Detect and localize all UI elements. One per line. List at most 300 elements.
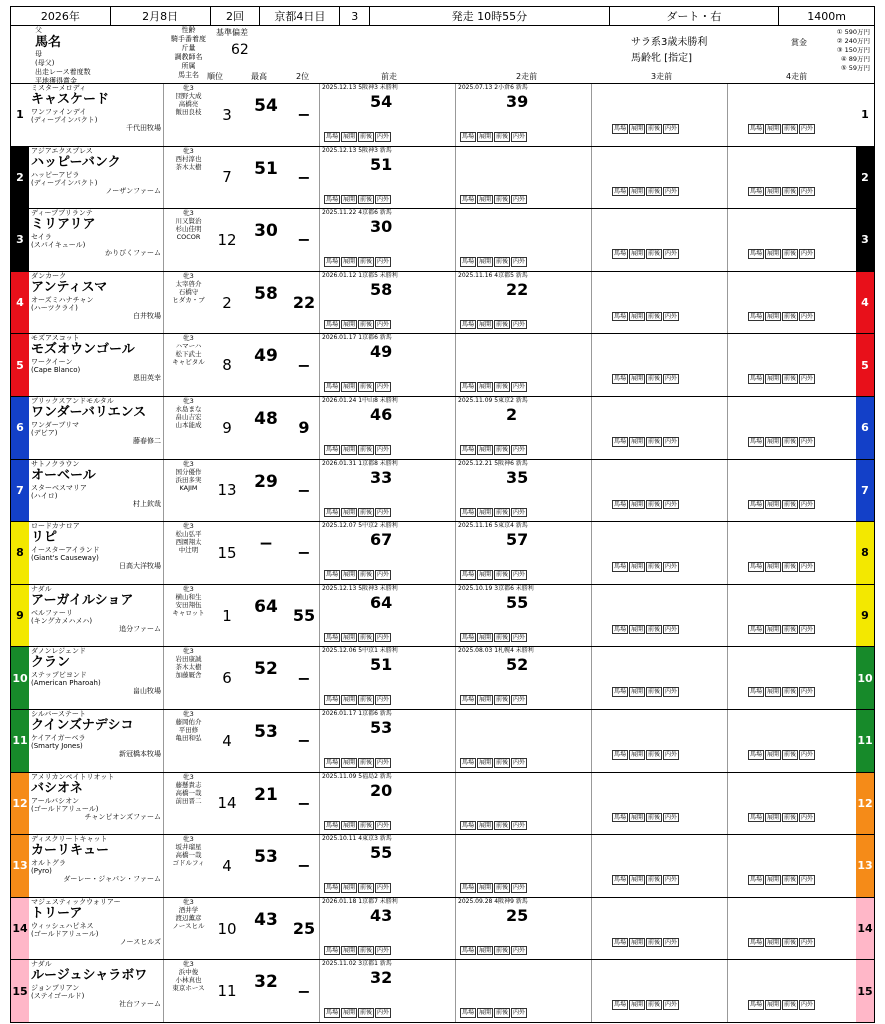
jockey-info xyxy=(163,773,213,835)
prev2-race[interactable] xyxy=(455,960,589,1022)
best-score xyxy=(243,710,289,772)
tag-label: 馬場 xyxy=(750,187,763,195)
jockey-info xyxy=(163,147,213,209)
prev2-race[interactable] xyxy=(455,835,589,897)
second-score: − xyxy=(297,793,311,813)
tag-label: 馬場 xyxy=(750,688,763,696)
prev-race[interactable] xyxy=(319,773,453,835)
horse-name[interactable]: ワンダーバリエンス xyxy=(31,404,147,420)
legend-dam: 母 xyxy=(35,50,42,58)
jockey-name[interactable]: 松山弘平 xyxy=(175,530,202,539)
tag-group xyxy=(460,195,527,205)
legend-jockey-name: 騎手番着度 xyxy=(171,35,206,43)
rank: 12 xyxy=(217,230,237,249)
prev-race[interactable] xyxy=(319,835,453,897)
prev4-race xyxy=(727,460,853,522)
best-score xyxy=(243,272,289,334)
horse-name[interactable]: モズオウンゴール xyxy=(31,342,135,358)
prev2-race-index: 25 xyxy=(506,905,529,925)
horse-number-right: 11 xyxy=(856,710,874,772)
tag-label: 前後 xyxy=(360,571,373,579)
owner-name: 山本能成 xyxy=(175,420,202,429)
prev-race-info: 2025.12.13 5阪神3 未勝利 xyxy=(322,584,398,592)
tag-label: 前後 xyxy=(360,946,373,954)
tag-label: 内外 xyxy=(513,821,526,829)
prev2-race-info: 2025.07.13 2小倉6 新馬 xyxy=(458,84,528,91)
owner-name: 東京ホース xyxy=(172,984,205,993)
tag-label: 前後 xyxy=(360,195,373,203)
prev-race[interactable] xyxy=(319,272,453,334)
tag-label: 馬場 xyxy=(462,696,475,704)
damsire: (キングカメハメハ) xyxy=(31,616,93,625)
tag-label: 馬場 xyxy=(462,195,475,203)
jockey-name[interactable]: 国分優作 xyxy=(175,467,202,476)
tag-label: 展開 xyxy=(631,438,644,446)
tag-label: 馬場 xyxy=(462,258,475,266)
tag-group xyxy=(324,257,391,267)
prev3-race xyxy=(591,710,725,772)
second-score: − xyxy=(297,355,311,375)
horse-name[interactable]: カーリキュー xyxy=(31,843,110,859)
tag-label: 馬場 xyxy=(614,876,627,884)
second-score: 22 xyxy=(292,293,316,313)
tag-label: 前後 xyxy=(496,759,509,767)
jockey-info xyxy=(163,835,213,897)
prev-race-info: 2026.01.17 1京都6 新馬 xyxy=(322,709,392,717)
horse-info xyxy=(31,585,161,647)
prev3-race xyxy=(591,334,725,396)
best-score xyxy=(243,898,289,960)
tag-label: 馬場 xyxy=(750,938,763,946)
horse-name[interactable]: バシオネ xyxy=(31,780,83,796)
dam: ジョンブリアン xyxy=(31,984,80,993)
tag-label: 馬場 xyxy=(326,133,339,141)
prev-race-index: 55 xyxy=(370,843,393,863)
jockey-name[interactable]: 太宰啓介 xyxy=(175,279,202,288)
prev2-race-info: 2025.11.09 5東京2 新馬 xyxy=(458,396,528,404)
tag-group xyxy=(612,750,679,760)
tag-label: 内外 xyxy=(665,563,678,571)
horse-row xyxy=(10,84,875,147)
jockey-name[interactable]: 川又賢治 xyxy=(175,217,202,226)
tag-label: 馬場 xyxy=(614,375,627,383)
tag-label: 前後 xyxy=(496,821,509,829)
jockey-name[interactable]: 岩田康誠 xyxy=(175,655,202,664)
tag-group xyxy=(612,249,679,259)
horse-number-right: 4 xyxy=(856,272,874,334)
tag-label: 前後 xyxy=(496,258,509,266)
tag-label: 馬場 xyxy=(750,125,763,133)
tag-label: 馬場 xyxy=(462,320,475,328)
sire: マジェスティックウォリアー xyxy=(31,897,121,906)
best-score xyxy=(243,334,289,396)
horse-number-left: 12 xyxy=(11,773,29,835)
tag-group xyxy=(460,382,527,392)
horse-name[interactable]: ルージュシャラボワ xyxy=(31,968,148,984)
horse-number-left: 11 xyxy=(11,710,29,772)
col-prev3: 3走前 xyxy=(651,72,673,81)
breeder: 新冠橋本牧場 xyxy=(119,749,161,758)
trainer-name: 茶木太樹 xyxy=(175,162,202,171)
tag-group xyxy=(748,625,815,635)
jockey-name[interactable]: 酒井学 xyxy=(178,905,199,914)
tag-label: 内外 xyxy=(377,759,390,767)
prev-race-index: 46 xyxy=(370,404,393,424)
jockey-name[interactable]: 坂井瑠星 xyxy=(175,843,202,852)
tag-label: 展開 xyxy=(343,320,356,328)
sex-age: 牝3 xyxy=(183,209,194,218)
rank: 10 xyxy=(217,919,237,938)
tag-label: 展開 xyxy=(767,625,780,633)
tag-label: 前後 xyxy=(784,125,797,133)
tag-label: 内外 xyxy=(801,500,814,508)
legend-name: 馬名 xyxy=(35,35,62,50)
prev2-race[interactable] xyxy=(455,647,589,709)
horse-name[interactable]: リピ xyxy=(31,530,58,546)
jockey-info xyxy=(163,84,213,146)
tag-label: 展開 xyxy=(479,1009,492,1017)
horse-name[interactable]: クラン xyxy=(31,655,71,671)
tag-label: 馬場 xyxy=(326,884,339,892)
prev2-race[interactable] xyxy=(455,397,589,459)
prev2-race[interactable] xyxy=(455,773,589,835)
sex-age: 牝3 xyxy=(183,709,194,718)
tag-label: 内外 xyxy=(801,751,814,759)
prev-race-info: 2026.01.18 1京都7 未勝利 xyxy=(322,897,398,905)
tag-label: 馬場 xyxy=(750,625,763,633)
prev-race-index: 49 xyxy=(370,342,393,362)
owner-name: 中辻明 xyxy=(178,546,199,555)
tag-label: 前後 xyxy=(360,133,373,141)
legend-weight: 斤量 xyxy=(181,44,196,52)
damsire: (ディープインパクト) xyxy=(31,116,98,124)
jockey-name[interactable]: 団野大成 xyxy=(175,92,202,100)
second-score: − xyxy=(297,981,311,1001)
tag-label: 内外 xyxy=(801,438,814,446)
horse-number-left: 10 xyxy=(11,647,29,709)
prev-race[interactable] xyxy=(319,647,453,709)
breeder: ダーレー・ジャパン・ファーム xyxy=(63,875,161,884)
breeder: かりびくファーム xyxy=(105,249,161,258)
sire: アジアエクスプレス xyxy=(31,146,93,155)
horse-number-left: 6 xyxy=(11,397,29,459)
tag-label: 馬場 xyxy=(750,438,763,446)
jockey-name[interactable]: 横山和生 xyxy=(175,592,202,601)
damsire: (デビア) xyxy=(31,428,58,437)
tag-label: 馬場 xyxy=(326,633,339,641)
tag-label: 前後 xyxy=(648,938,661,946)
tag-label: 前後 xyxy=(360,1009,373,1017)
prev-race[interactable] xyxy=(319,397,453,459)
tag-label: 前後 xyxy=(360,446,373,454)
trainer-name: 渡辺薫彦 xyxy=(175,913,202,922)
start-time: 発走 10時55分 xyxy=(370,7,609,25)
tag-group xyxy=(612,312,679,322)
prev-race[interactable] xyxy=(319,898,453,960)
tag-group xyxy=(324,570,391,580)
tag-label: 内外 xyxy=(377,320,390,328)
rank: 15 xyxy=(217,543,237,562)
prev3-race xyxy=(591,209,725,271)
prev2-race-index: 52 xyxy=(506,655,529,675)
tag-label: 展開 xyxy=(479,946,492,954)
tag-group xyxy=(748,124,815,134)
prev4-race xyxy=(727,585,853,647)
tag-label: 展開 xyxy=(631,938,644,946)
tag-group xyxy=(612,813,679,823)
tag-label: 展開 xyxy=(631,625,644,633)
tag-label: 前後 xyxy=(784,312,797,320)
tag-group xyxy=(612,875,679,885)
horse-name[interactable]: クインズナデシコ xyxy=(31,717,134,733)
rank: 8 xyxy=(222,356,232,375)
rank: 4 xyxy=(222,731,232,750)
prev4-race xyxy=(727,272,853,334)
jockey-info xyxy=(163,647,213,709)
prev4-race xyxy=(727,647,853,709)
breeder: ノースヒルズ xyxy=(119,937,161,946)
prev4-race xyxy=(727,147,853,209)
tag-label: 展開 xyxy=(767,438,780,446)
prev2-race[interactable] xyxy=(455,272,589,334)
jockey-name[interactable]: 藤岡佑介 xyxy=(175,717,202,726)
horse-name[interactable]: トリーア xyxy=(31,905,83,921)
tag-label: 展開 xyxy=(343,821,356,829)
horse-info xyxy=(31,272,161,334)
prev-race[interactable] xyxy=(319,209,453,271)
tag-label: 前後 xyxy=(784,751,797,759)
sex-age: 牝3 xyxy=(183,584,194,593)
prev2-race[interactable] xyxy=(455,334,589,396)
tag-label: 展開 xyxy=(343,633,356,641)
prev-race[interactable] xyxy=(319,147,453,209)
col-prev4: 4走前 xyxy=(786,72,808,81)
tag-label: 前後 xyxy=(360,821,373,829)
tag-label: 内外 xyxy=(665,813,678,821)
horse-row xyxy=(10,585,875,648)
tag-label: 内外 xyxy=(801,375,814,383)
tag-label: 展開 xyxy=(631,500,644,508)
tag-label: 前後 xyxy=(784,250,797,258)
prev-race-info: 2025.10.11 4東京3 新馬 xyxy=(322,835,392,843)
horse-table xyxy=(10,84,875,1023)
best-score xyxy=(243,835,289,897)
horse-name[interactable]: ミリアリア xyxy=(31,217,96,233)
tag-group xyxy=(612,500,679,510)
jockey-name[interactable]: 藤懸貴志 xyxy=(175,780,202,789)
tag-group xyxy=(324,1008,391,1018)
rank: 13 xyxy=(217,481,237,500)
horse-row xyxy=(10,835,875,898)
tag-label: 馬場 xyxy=(750,563,763,571)
tag-label: 馬場 xyxy=(614,187,627,195)
tag-label: 展開 xyxy=(343,759,356,767)
tag-label: 前後 xyxy=(360,383,373,391)
tag-label: 展開 xyxy=(343,446,356,454)
tag-label: 展開 xyxy=(479,508,492,516)
horse-name[interactable]: ハッピーバンク xyxy=(31,154,121,170)
tag-label: 前後 xyxy=(496,383,509,391)
tag-group xyxy=(612,562,679,572)
horse-number-left: 8 xyxy=(11,522,29,584)
dam: ステップビヨンド xyxy=(31,671,87,680)
tag-group xyxy=(460,257,527,267)
prev-race[interactable] xyxy=(319,585,453,647)
prev2-race[interactable] xyxy=(455,84,589,146)
dam: ケイアイガーベラ xyxy=(31,733,86,742)
prev-race[interactable] xyxy=(319,960,453,1022)
tag-label: 内外 xyxy=(377,508,390,516)
prev3-race xyxy=(591,647,725,709)
tag-group xyxy=(748,374,815,384)
prev-race[interactable] xyxy=(319,84,453,146)
horse-name[interactable]: アーガイルショア xyxy=(31,592,134,608)
sex-age: 牝3 xyxy=(183,459,194,468)
jockey-name[interactable]: 浜中俊 xyxy=(178,968,199,977)
horse-name[interactable]: アンティスマ xyxy=(31,279,108,295)
horse-number-left: 4 xyxy=(11,272,29,334)
tag-group xyxy=(324,695,391,705)
damsire: (Smarty Jones) xyxy=(31,741,83,750)
best-value: 54 xyxy=(254,96,278,116)
prev3-race xyxy=(591,960,725,1022)
tag-label: 前後 xyxy=(648,876,661,884)
horse-row xyxy=(10,773,875,836)
damsire: (Giant's Causeway) xyxy=(31,554,99,563)
prev2-race[interactable] xyxy=(455,585,589,647)
tag-label: 馬場 xyxy=(326,258,339,266)
prev-race[interactable] xyxy=(319,460,453,522)
damsire: (ステイゴールド) xyxy=(31,992,85,1001)
jockey-name[interactable]: 永島まな xyxy=(175,404,202,413)
tag-label: 前後 xyxy=(496,133,509,141)
horse-info xyxy=(31,84,161,146)
tag-label: 内外 xyxy=(513,133,526,141)
second-score: − xyxy=(297,480,311,500)
second-score: 25 xyxy=(292,919,316,939)
legend-trainer: 調教師名 xyxy=(174,53,203,61)
tag-label: 内外 xyxy=(801,938,814,946)
tag-label: 前後 xyxy=(496,320,509,328)
tag-label: 前後 xyxy=(360,258,373,266)
prev4-race xyxy=(727,898,853,960)
prize-3: ③ 150万円 xyxy=(836,46,870,54)
tag-label: 前後 xyxy=(648,438,661,446)
prize-4: ④ 89万円 xyxy=(840,55,870,63)
prev2-race[interactable] xyxy=(455,898,589,960)
prev2-race[interactable] xyxy=(455,147,589,209)
round: 2回 xyxy=(211,7,261,25)
breeder: 千代田牧場 xyxy=(126,124,161,132)
prev2-race[interactable] xyxy=(455,209,589,271)
tag-label: 馬場 xyxy=(326,1009,339,1017)
best-score xyxy=(243,522,289,584)
tag-label: 展開 xyxy=(631,876,644,884)
prev-race[interactable] xyxy=(319,522,453,584)
prev2-race[interactable] xyxy=(455,522,589,584)
tag-label: 内外 xyxy=(801,876,814,884)
tag-label: 前後 xyxy=(648,375,661,383)
prev2-race[interactable] xyxy=(455,710,589,772)
date: 2月8日 xyxy=(111,7,211,25)
tag-label: 馬場 xyxy=(750,813,763,821)
prev-race-index: 54 xyxy=(370,92,393,111)
tag-group xyxy=(612,124,679,134)
horse-number-right: 2 xyxy=(856,147,874,209)
tag-label: 前後 xyxy=(784,625,797,633)
horse-info xyxy=(31,209,161,271)
venue: 京都4日目 xyxy=(260,7,340,25)
tag-label: 内外 xyxy=(665,125,678,133)
tag-label: 前後 xyxy=(496,884,509,892)
dam: スターベスマリア xyxy=(31,483,87,492)
horse-info xyxy=(31,773,161,835)
prev-race-info: 2025.11.22 4京都6 新馬 xyxy=(322,209,392,217)
horse-number-left: 15 xyxy=(11,960,29,1022)
legend-stable: 所属 xyxy=(181,62,196,70)
tag-label: 内外 xyxy=(801,250,814,258)
prev-race[interactable] xyxy=(319,710,453,772)
tag-label: 馬場 xyxy=(750,312,763,320)
prev3-race xyxy=(591,835,725,897)
owner-name: 飯田良枝 xyxy=(175,108,202,116)
best-score xyxy=(243,460,289,522)
race-number: 3 xyxy=(340,7,370,25)
tag-label: 内外 xyxy=(513,1009,526,1017)
tag-label: 馬場 xyxy=(614,938,627,946)
breeder: 白井牧場 xyxy=(133,311,161,320)
dam: セイラ xyxy=(31,233,52,242)
trainer-name: 高橋一哉 xyxy=(175,851,202,860)
prize-1: ① 590万円 xyxy=(836,28,870,36)
tag-label: 馬場 xyxy=(462,946,475,954)
tag-group xyxy=(460,1008,527,1018)
dam: ワンダーブリマ xyxy=(31,420,79,429)
second-score: − xyxy=(297,668,311,688)
best-value: 53 xyxy=(254,721,278,742)
tag-label: 馬場 xyxy=(462,133,475,141)
sire: ロードカナロア xyxy=(31,522,80,531)
tag-group xyxy=(324,946,391,956)
sex-age: 牝3 xyxy=(183,522,194,531)
prev-race[interactable] xyxy=(319,334,453,396)
tag-label: 馬場 xyxy=(750,375,763,383)
best-score xyxy=(243,773,289,835)
jockey-name[interactable]: 西村淳也 xyxy=(175,154,202,163)
damsire: (ディープインパクト) xyxy=(31,178,98,187)
prev2-race[interactable] xyxy=(455,460,589,522)
horse-name[interactable]: オーベール xyxy=(31,467,96,483)
best-value: 43 xyxy=(254,909,278,930)
prev-race-index: 58 xyxy=(370,279,393,299)
tag-group xyxy=(324,382,391,392)
sex-age: 牝3 xyxy=(183,647,194,656)
tag-group xyxy=(324,195,391,205)
sire: アメリカンペイトリオット xyxy=(31,772,115,781)
tag-label: 内外 xyxy=(665,751,678,759)
best-score xyxy=(243,960,289,1022)
tag-group xyxy=(748,562,815,572)
prev-race-index: 53 xyxy=(370,717,393,737)
race-conditions: 馬齢牝 [指定] xyxy=(631,53,692,64)
tag-label: 前後 xyxy=(360,696,373,704)
jockey-name[interactable]: ハマーハ xyxy=(175,342,202,351)
horse-name[interactable]: キャスケード xyxy=(31,92,110,107)
prev4-race xyxy=(727,334,853,396)
tag-label: 展開 xyxy=(343,258,356,266)
tag-label: 内外 xyxy=(665,625,678,633)
tag-label: 前後 xyxy=(360,508,373,516)
